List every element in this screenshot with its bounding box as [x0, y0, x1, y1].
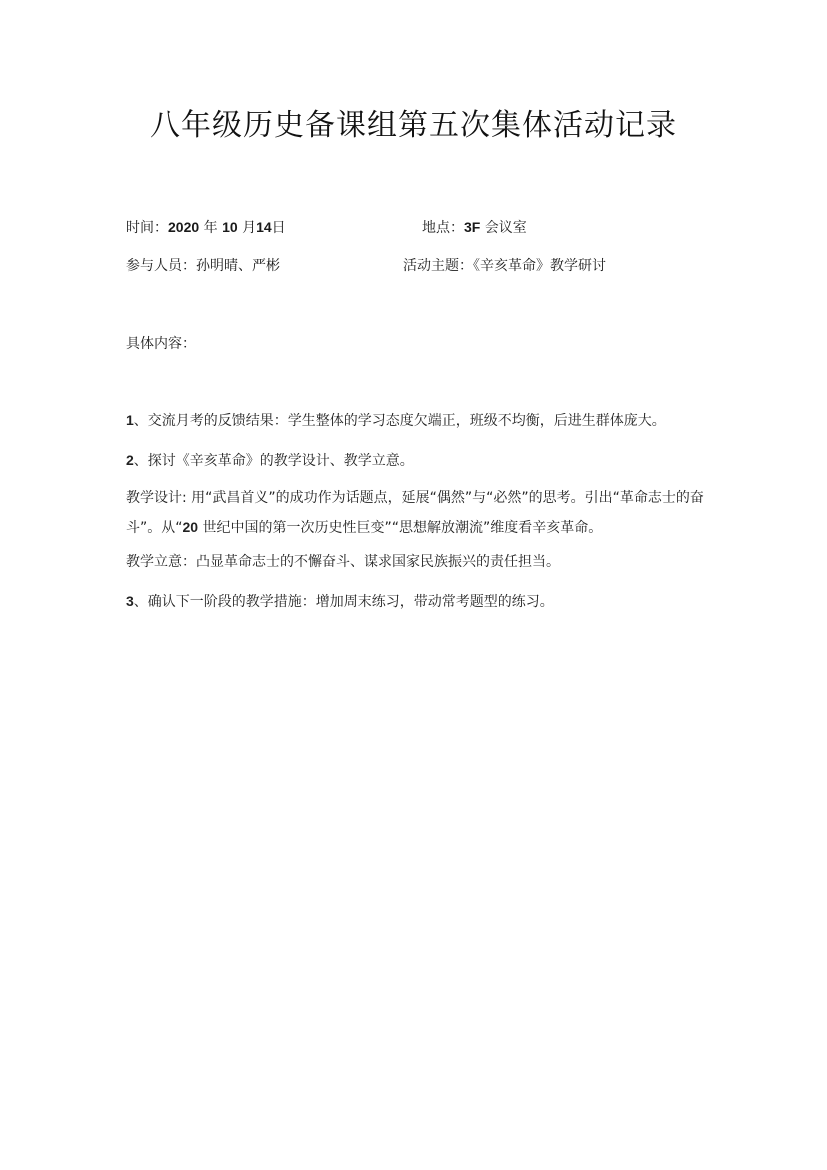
item-2 — [126, 446, 716, 476]
item-3 — [126, 587, 716, 617]
teaching-design-text-b: 世纪中国的第一次历史性巨变”“思想解放潮流”维度看辛亥革命。 — [198, 520, 603, 536]
theme-value: 《辛亥革命》教学研讨 — [473, 258, 606, 274]
item-1 — [126, 406, 716, 436]
item-1-text: 、交流月考的反馈结果：学生整体的学习态度欠端正，班级不均衡，后进生群体庞大。 — [133, 413, 666, 429]
time-label: 时间： — [126, 220, 168, 236]
time-year: 2020 — [168, 219, 200, 235]
time-year-unit: 年 — [199, 220, 223, 236]
teaching-intent: 教学立意：凸显革命志士的不懈奋斗、谋求国家民族振兴的责任担当。 — [126, 554, 560, 570]
time-line — [126, 217, 286, 238]
content-label: 具体内容： — [126, 336, 196, 352]
teaching-design-number: 20 — [182, 519, 199, 535]
teaching-design-text-a: 教学设计: 用“武昌首义”的成功作为话题点，延展“偶然”与“必然”的思考。引出“革命志士的奋斗”。从“ — [126, 490, 704, 536]
time-day-unit: 日 — [271, 220, 286, 236]
time-month-unit: 月 — [237, 220, 257, 236]
participants-label: 参与人员： — [126, 258, 196, 274]
theme-line — [403, 256, 606, 276]
teaching-design — [126, 484, 716, 543]
location-floor: 3F — [464, 219, 481, 235]
item-3-number: 3 — [126, 593, 134, 609]
time-month: 10 — [222, 219, 238, 235]
document-title: 八年级历史备课组第五次集体活动记录 — [150, 108, 677, 143]
item-2-text: 、探讨《辛亥革命》的教学设计、教学立意。 — [133, 453, 414, 469]
item-3-text: 、确认下一阶段的教学措施：增加周末练习，带动常考题型的练习。 — [133, 594, 554, 610]
location-room: 会议室 — [480, 220, 527, 236]
participants-line — [126, 256, 280, 276]
item-1-number: 1 — [126, 412, 134, 428]
item-2-number: 2 — [126, 452, 134, 468]
theme-label: 活动主题： — [403, 258, 473, 274]
participants-value: 孙明晴、严彬 — [196, 258, 280, 274]
location-line — [422, 217, 527, 238]
location-label: 地点： — [422, 220, 464, 236]
time-day: 14 — [256, 219, 272, 235]
